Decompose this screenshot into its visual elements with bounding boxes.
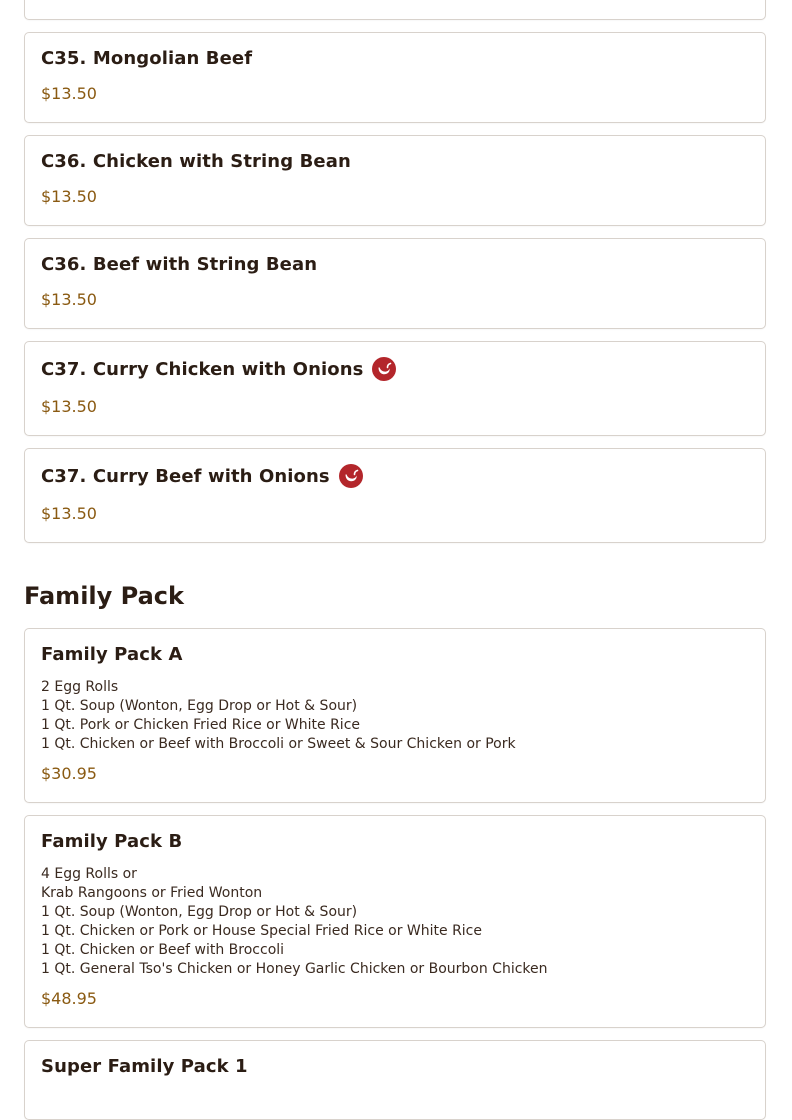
description-line: 1 Qt. Pork or Chicken Fried Rice or White Rice xyxy=(41,717,361,733)
menu-item-price: $13.50 xyxy=(41,290,97,309)
family-pack-description xyxy=(41,865,548,979)
menu-item-card-partial[interactable] xyxy=(24,0,766,20)
description-line: 1 Qt. Chicken or Beef with Broccoli xyxy=(41,942,285,958)
menu-item-name-text: C36. Chicken with String Bean xyxy=(41,151,351,172)
description-line: 4 Egg Rolls or xyxy=(41,866,137,882)
description-line: 1 Qt. Chicken or Pork or House Special Fried Rice or White Rice xyxy=(41,923,482,939)
family-pack-name xyxy=(41,1056,248,1077)
section-title-family-pack: Family Pack xyxy=(24,582,184,610)
menu-item-card[interactable] xyxy=(24,32,766,123)
menu-item-name-text: C35. Mongolian Beef xyxy=(41,48,253,69)
family-pack-name-text: Super Family Pack 1 xyxy=(41,1056,248,1077)
menu-item-name xyxy=(41,254,317,275)
family-pack-name xyxy=(41,831,182,852)
menu-item-price: $13.50 xyxy=(41,84,97,103)
family-pack-name-text: Family Pack B xyxy=(41,831,183,852)
menu-item-name xyxy=(41,48,252,69)
menu-item-name xyxy=(41,357,396,381)
family-pack-price: $30.95 xyxy=(41,764,97,783)
menu-item-card[interactable] xyxy=(24,238,766,329)
menu-item-name-text: C37. Curry Beef with Onions xyxy=(41,465,330,487)
description-line: 1 Qt. Soup (Wonton, Egg Drop or Hot & Sour) xyxy=(41,904,358,920)
menu-item-name xyxy=(41,464,363,488)
family-pack-name xyxy=(41,644,182,665)
menu-item-name-text: C37. Curry Chicken with Onions xyxy=(41,358,364,380)
menu-item-name xyxy=(41,151,351,172)
family-pack-price: $48.95 xyxy=(41,989,97,1008)
description-line: 1 Qt. Chicken or Beef with Broccoli or Sweet & Sour Chicken or Pork xyxy=(41,736,516,752)
chili-pepper-icon xyxy=(339,464,363,488)
family-pack-name-text: Family Pack A xyxy=(41,644,183,665)
family-pack-card[interactable] xyxy=(24,1040,766,1120)
menu-item-card[interactable] xyxy=(24,135,766,226)
menu-item-card[interactable] xyxy=(24,341,766,436)
description-line: 2 Egg Rolls xyxy=(41,679,119,695)
menu-item-price: $13.50 xyxy=(41,504,97,523)
menu-item-name-text: C36. Beef with String Bean xyxy=(41,254,318,275)
menu-item-price: $13.50 xyxy=(41,397,97,416)
family-pack-card[interactable] xyxy=(24,628,766,803)
menu-item-card[interactable] xyxy=(24,448,766,543)
description-line: 1 Qt. General Tso's Chicken or Honey Garlic Chicken or Bourbon Chicken xyxy=(41,961,548,977)
family-pack-card[interactable] xyxy=(24,815,766,1028)
chili-pepper-icon xyxy=(372,357,396,381)
menu-item-price: $13.50 xyxy=(41,187,97,206)
family-pack-description xyxy=(41,678,516,754)
description-line: Krab Rangoons or Fried Wonton xyxy=(41,885,263,901)
description-line: 1 Qt. Soup (Wonton, Egg Drop or Hot & Sour) xyxy=(41,698,358,714)
